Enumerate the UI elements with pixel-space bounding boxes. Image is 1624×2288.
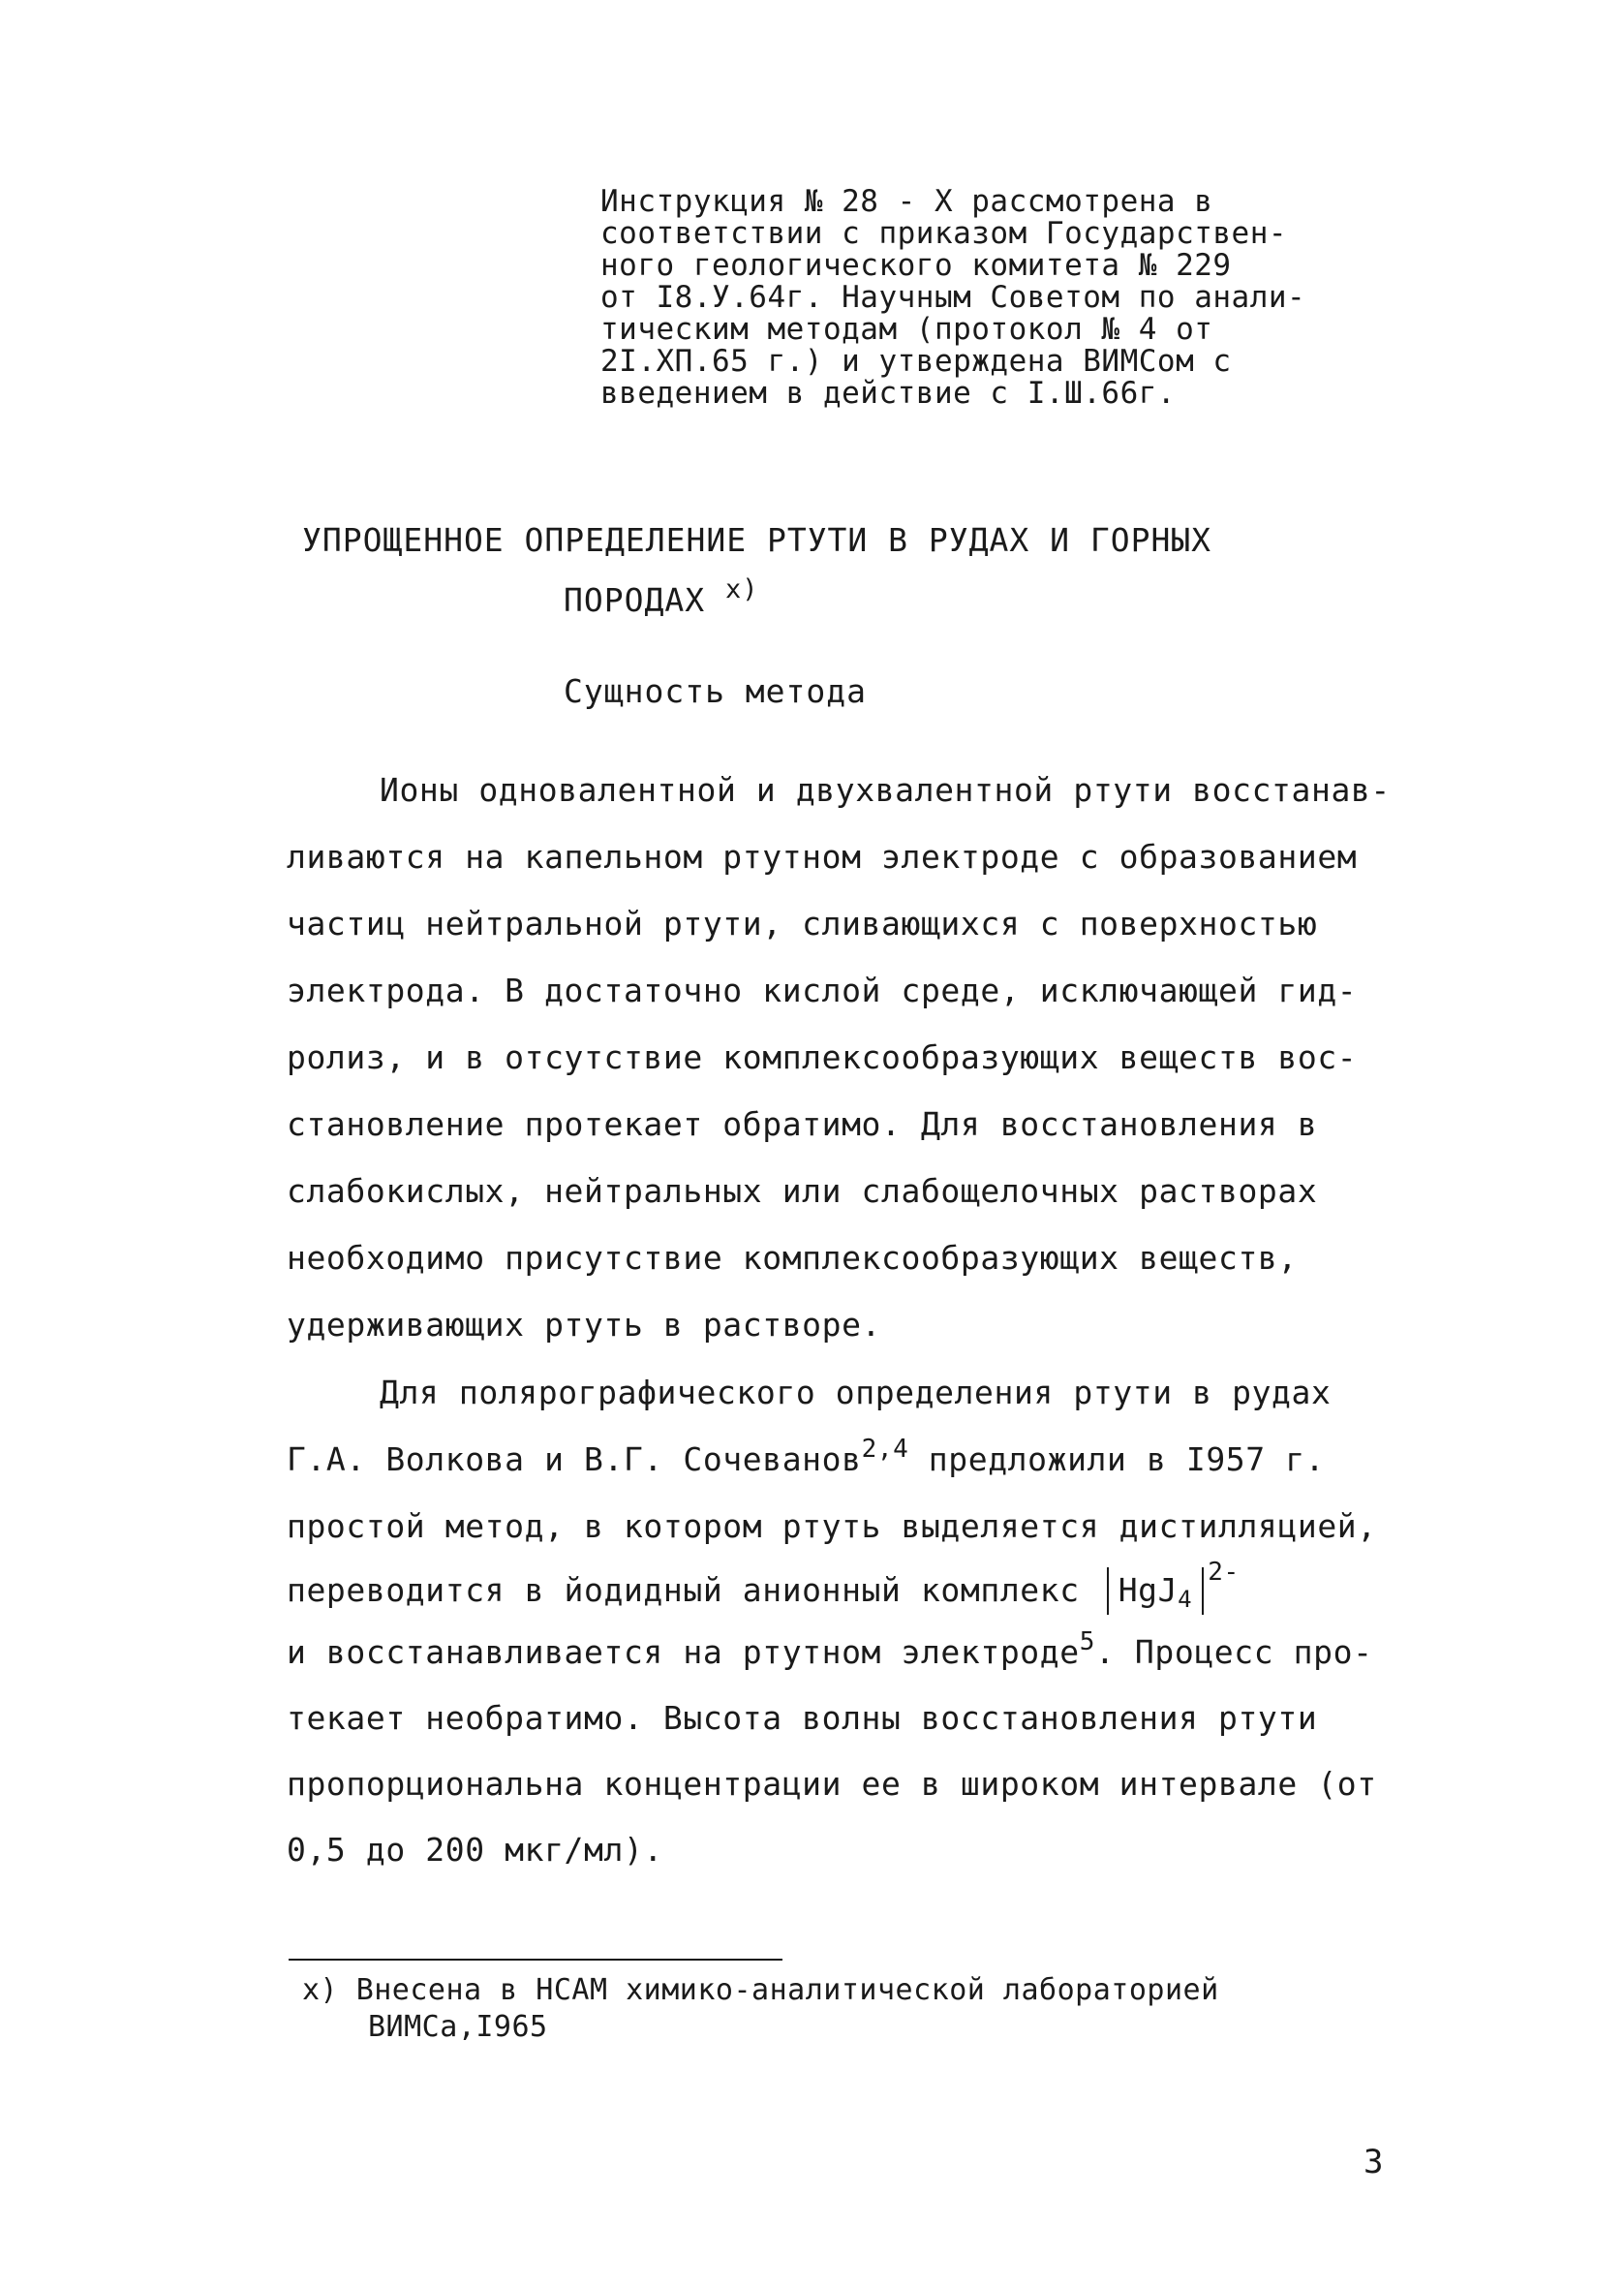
reference-mark: 5 [1079, 1627, 1095, 1656]
paragraph-line: 0,5 до 200 мкг/мл). [287, 1831, 663, 1869]
approval-note-line: соответствии с приказом Государствен- [600, 216, 1288, 251]
page-number: 3 [1364, 2143, 1384, 2181]
document-title-text: ПОРОДАХ [564, 581, 706, 619]
footnote [302, 1972, 1219, 2046]
paragraph-line: Для полярографического определения ртути в рудах [380, 1374, 1332, 1411]
paragraph-line [287, 1627, 1373, 1671]
paragraph-line: необходимо присутствие комплексообразующих веществ, [287, 1239, 1298, 1277]
paragraph-line: удерживающих ртуть в растворе. [287, 1306, 882, 1344]
paragraph-line: пропорциональна концентрации ее в широком интервале (от [287, 1765, 1377, 1803]
paragraph-text: переводится в йодидный анионный комплекс [287, 1571, 1080, 1609]
footnote-mark: x) [302, 1973, 339, 2007]
approval-note-line: 2I.XП.65 г.) и утверждена ВИМСом с [600, 344, 1232, 379]
paragraph-line: ролиз, и в отсутствие комплексообразующих веществ вос- [287, 1038, 1358, 1076]
footnote-text: Внесена в НСАМ химико-аналитической лабораторией [355, 1973, 1219, 2007]
approval-note-line: от I8.У.64г. Научным Советом по анали- [600, 280, 1306, 315]
approval-note-line: Инструкция № 28 - X рассмотрена в [600, 184, 1213, 219]
paragraph-text: . Процесс про- [1094, 1633, 1373, 1671]
paragraph-line: становление протекает обратимо. Для восстановления в [287, 1105, 1318, 1143]
formula-main: HgJ [1118, 1571, 1179, 1609]
paragraph-text: предложили в I957 г. [908, 1440, 1326, 1478]
paragraph-line [287, 1558, 1240, 1615]
footnote-line [302, 1972, 1219, 2009]
footnote-line: ВИМСа,I965 [368, 2010, 548, 2044]
approval-note-line: тическим методам (протокол № 4 от [600, 312, 1213, 347]
formula-subscript: 4 [1178, 1586, 1193, 1613]
formula-charge: 2- [1208, 1558, 1240, 1587]
approval-note [600, 186, 1433, 410]
document-title-line-1: УПРОЩЕННОЕ ОПРЕДЕЛЕНИЕ РТУТИ В РУДАХ И ГОРНЫХ [302, 521, 1212, 559]
paragraph-line: Ионы одновалентной и двухвалентной ртути восстанав- [380, 771, 1391, 809]
approval-note-line: введением в действие с I.Ш.66г. [600, 376, 1177, 411]
complex-ion-formula [1107, 1567, 1204, 1615]
paragraph-line: слабокислых, нейтральных или слабощелочных растворах [287, 1172, 1318, 1210]
paragraph-text: Г.А. Волкова и В.Г. Сочеванов [287, 1440, 862, 1478]
paragraph-line [287, 1435, 1326, 1478]
title-footnote-mark: x) [724, 574, 759, 604]
paragraph-text: и восстанавливается на ртутном электроде [287, 1633, 1080, 1671]
approval-note-line: ного геологического комитета № 229 [600, 248, 1232, 283]
section-heading: Сущность метода [564, 672, 868, 710]
reference-mark: 2,4 [861, 1435, 909, 1464]
paragraph-line: электрода. В достаточно кислой среде, исключающей гид- [287, 972, 1358, 1009]
paragraph-line: ливаются на капельном ртутном электроде с образованием [287, 838, 1358, 876]
document-title-line-2 [564, 574, 759, 619]
footnote-divider [289, 1959, 782, 1961]
paragraph-line: простой метод, в котором ртуть выделяется дистилляцией, [287, 1507, 1377, 1545]
paragraph-line: частиц нейтральной ртути, сливающихся с поверхностью [287, 905, 1318, 943]
paragraph-line: текает необратимо. Высота волны восстановления ртути [287, 1699, 1318, 1737]
